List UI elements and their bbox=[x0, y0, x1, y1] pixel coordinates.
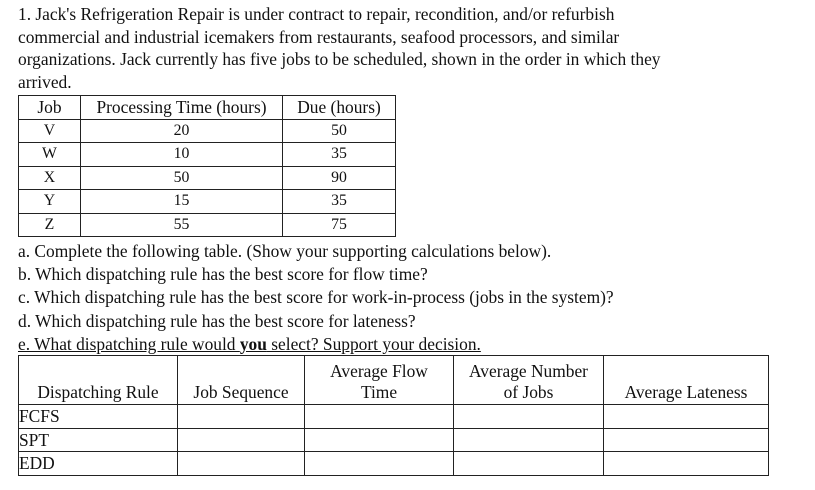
header-average-number-of-jobs bbox=[454, 356, 604, 405]
job-cell: V bbox=[19, 119, 81, 143]
table-row bbox=[19, 213, 396, 237]
table-row bbox=[19, 452, 769, 476]
question-b: b. Which dispatching rule has the best score for flow time? bbox=[18, 264, 428, 285]
average-flow-time-cell[interactable] bbox=[305, 405, 454, 429]
average-number-of-jobs-cell[interactable] bbox=[454, 452, 604, 476]
header-job-sequence: Job Sequence bbox=[178, 356, 305, 405]
question-e bbox=[18, 333, 614, 356]
table-row bbox=[19, 166, 396, 190]
header-average-flow-time bbox=[305, 356, 454, 405]
header-average-number-line1: Average Number bbox=[469, 361, 588, 381]
average-number-of-jobs-cell[interactable] bbox=[454, 428, 604, 452]
job-sequence-cell[interactable] bbox=[178, 428, 305, 452]
header-processing-time: Processing Time (hours) bbox=[81, 96, 283, 120]
due-cell: 75 bbox=[283, 213, 396, 237]
processing-time-cell: 50 bbox=[81, 166, 283, 190]
average-lateness-cell[interactable] bbox=[604, 428, 769, 452]
table-row bbox=[19, 119, 396, 143]
rule-cell: SPT bbox=[19, 428, 178, 452]
processing-time-cell: 10 bbox=[81, 143, 283, 167]
jobs-table-header-row bbox=[19, 96, 396, 120]
due-cell: 50 bbox=[283, 119, 396, 143]
question-d: d. Which dispatching rule has the best score for lateness? bbox=[18, 310, 416, 331]
question-e-prefix: e. What dispatching rule would bbox=[18, 333, 240, 354]
rule-cell: FCFS bbox=[19, 405, 178, 429]
average-lateness-cell[interactable] bbox=[604, 405, 769, 429]
problem-line: commercial and industrial icemakers from restaurants, seafood processors, and similar bbox=[18, 26, 620, 47]
header-average-number-line2: of Jobs bbox=[503, 382, 554, 402]
processing-time-cell: 20 bbox=[81, 119, 283, 143]
dispatch-table-header-row bbox=[19, 356, 769, 405]
problem-line: organizations. Jack currently has five jobs to be scheduled, shown in the order in which they bbox=[18, 49, 661, 70]
question-a: a. Complete the following table. (Show your supporting calculations below). bbox=[18, 241, 552, 261]
header-job: Job bbox=[19, 96, 81, 120]
question-list bbox=[18, 240, 614, 356]
due-cell: 90 bbox=[283, 166, 396, 190]
job-cell: X bbox=[19, 166, 81, 190]
table-row bbox=[19, 190, 396, 214]
question-c: c. Which dispatching rule has the best score for work-in-process (jobs in the system)? bbox=[18, 287, 614, 308]
rule-cell: EDD bbox=[19, 452, 178, 476]
due-cell: 35 bbox=[283, 190, 396, 214]
average-lateness-cell[interactable] bbox=[604, 452, 769, 476]
header-dispatching-rule: Dispatching Rule bbox=[19, 356, 178, 405]
table-row bbox=[19, 143, 396, 167]
average-number-of-jobs-cell[interactable] bbox=[454, 405, 604, 429]
header-due: Due (hours) bbox=[283, 96, 396, 120]
jobs-table bbox=[18, 95, 396, 237]
processing-time-cell: 55 bbox=[81, 213, 283, 237]
average-flow-time-cell[interactable] bbox=[305, 452, 454, 476]
question-e-emphasis: you bbox=[239, 333, 267, 354]
question-e-suffix: select? Support your decision. bbox=[266, 333, 481, 354]
problem-statement bbox=[18, 3, 803, 93]
table-row bbox=[19, 428, 769, 452]
job-sequence-cell[interactable] bbox=[178, 405, 305, 429]
job-cell: Y bbox=[19, 190, 81, 214]
header-average-lateness: Average Lateness bbox=[604, 356, 769, 405]
job-sequence-cell[interactable] bbox=[178, 452, 305, 476]
job-cell: W bbox=[19, 143, 81, 167]
header-average-flow-time-line2: Time bbox=[360, 382, 398, 402]
average-flow-time-cell[interactable] bbox=[305, 428, 454, 452]
dispatch-table bbox=[18, 355, 769, 476]
due-cell: 35 bbox=[283, 143, 396, 167]
header-average-flow-time-line1: Average Flow bbox=[330, 361, 428, 381]
job-cell: Z bbox=[19, 213, 81, 237]
problem-line: arrived. bbox=[18, 71, 72, 92]
table-row bbox=[19, 405, 769, 429]
problem-line: 1. Jack's Refrigeration Repair is under contract to repair, recondition, and/or refurbish bbox=[18, 4, 615, 24]
processing-time-cell: 15 bbox=[81, 190, 283, 214]
